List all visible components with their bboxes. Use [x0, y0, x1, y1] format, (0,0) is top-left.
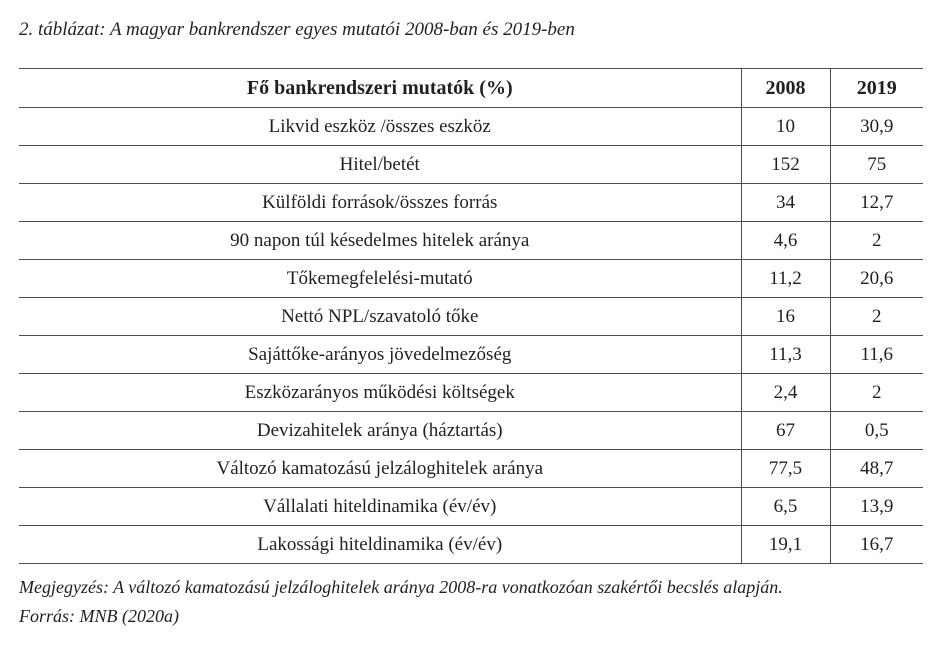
value-2019: 2: [830, 374, 923, 412]
value-2019: 20,6: [830, 260, 923, 298]
row-label: Tőkemegfelelési-mutató: [19, 260, 741, 298]
row-label: Változó kamatozású jelzáloghitelek aránya: [19, 450, 741, 488]
value-2019: 13,9: [830, 488, 923, 526]
row-label: Hitel/betét: [19, 146, 741, 184]
table-row: [19, 450, 923, 488]
value-2008: 67: [741, 412, 830, 450]
row-label: Sajáttőke-arányos jövedelmezőség: [19, 336, 741, 374]
table-row: [19, 146, 923, 184]
value-2008: 152: [741, 146, 830, 184]
table-row: [19, 488, 923, 526]
table-row: [19, 412, 923, 450]
table-row: [19, 222, 923, 260]
row-label: Likvid eszköz /összes eszköz: [19, 108, 741, 146]
value-2008: 16: [741, 298, 830, 336]
row-label: Devizahitelek aránya (háztartás): [19, 412, 741, 450]
value-2019: 16,7: [830, 526, 923, 564]
table-row: [19, 184, 923, 222]
value-2008: 77,5: [741, 450, 830, 488]
value-2008: 11,2: [741, 260, 830, 298]
value-2008: 34: [741, 184, 830, 222]
table-header-row: [19, 69, 923, 108]
value-2008: 11,3: [741, 336, 830, 374]
header-2008: 2008: [741, 69, 830, 108]
row-label: Nettó NPL/szavatoló tőke: [19, 298, 741, 336]
value-2019: 75: [830, 146, 923, 184]
value-2008: 10: [741, 108, 830, 146]
row-label: Lakossági hiteldinamika (év/év): [19, 526, 741, 564]
table-row: [19, 374, 923, 412]
table-note: Megjegyzés: A változó kamatozású jelzáloghitelek aránya 2008-ra vonatkozóan szakértői becslés alapján.: [19, 577, 783, 597]
table-row: [19, 526, 923, 564]
value-2019: 12,7: [830, 184, 923, 222]
row-label: Eszközarányos működési költségek: [19, 374, 741, 412]
table-row: [19, 298, 923, 336]
table-row: [19, 260, 923, 298]
value-2019: 11,6: [830, 336, 923, 374]
table-caption: 2. táblázat: A magyar bankrendszer egyes mutatói 2008-ban és 2019-ben: [19, 19, 575, 40]
row-label: Vállalati hiteldinamika (év/év): [19, 488, 741, 526]
value-2008: 19,1: [741, 526, 830, 564]
table-source: Forrás: MNB (2020a): [19, 606, 179, 626]
table-row: [19, 108, 923, 146]
value-2008: 6,5: [741, 488, 830, 526]
value-2019: 48,7: [830, 450, 923, 488]
row-label: 90 napon túl késedelmes hitelek aránya: [19, 222, 741, 260]
header-2019: 2019: [830, 69, 923, 108]
value-2008: 4,6: [741, 222, 830, 260]
header-indicator: Fő bankrendszeri mutatók (%): [19, 69, 741, 108]
value-2019: 2: [830, 222, 923, 260]
value-2019: 0,5: [830, 412, 923, 450]
banking-indicators-table: [19, 68, 923, 564]
row-label: Külföldi források/összes forrás: [19, 184, 741, 222]
value-2019: 2: [830, 298, 923, 336]
table-row: [19, 336, 923, 374]
value-2019: 30,9: [830, 108, 923, 146]
value-2008: 2,4: [741, 374, 830, 412]
